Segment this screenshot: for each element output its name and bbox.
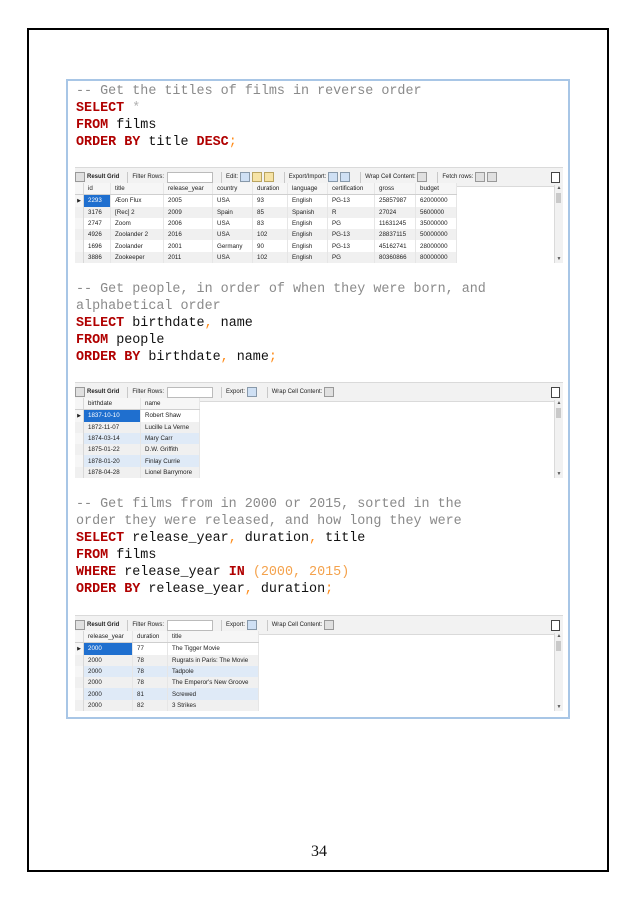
row-marker	[75, 655, 84, 666]
table-cell[interactable]: 4926	[84, 229, 111, 240]
column-header[interactable]: name	[141, 398, 200, 410]
column-header[interactable]: country	[213, 183, 253, 195]
scroll-thumb[interactable]	[556, 641, 561, 651]
delete-row-icon[interactable]	[264, 172, 274, 182]
result-grid-tab[interactable]: Result Grid	[75, 387, 119, 397]
row-marker	[75, 688, 84, 699]
result-grid-tab[interactable]: Result Grid	[75, 172, 119, 182]
column-header[interactable]: certification	[328, 183, 375, 195]
table-cell[interactable]: 25857987	[375, 195, 416, 207]
table-cell[interactable]: Zoom	[111, 218, 164, 229]
table-cell[interactable]: Lionel Barrymore	[141, 467, 200, 478]
filter-rows-input[interactable]	[167, 620, 213, 631]
row-marker	[75, 240, 84, 251]
sql-token: -- Get films from in 2000 or 2015, sorted in the	[76, 497, 462, 512]
table-cell[interactable]: 2011	[164, 252, 213, 263]
table-cell[interactable]: 77	[133, 643, 168, 655]
table-cell[interactable]: 3176	[84, 207, 111, 218]
sql-token: title	[317, 531, 366, 546]
scroll-down-icon[interactable]: ▼	[556, 471, 562, 477]
toolbar-separator	[127, 620, 128, 631]
filter-rows-input[interactable]	[167, 172, 213, 183]
fetch-all-icon[interactable]	[487, 172, 497, 182]
export-icon[interactable]	[247, 387, 257, 397]
sql-token: ORDER BY	[76, 582, 141, 597]
table-cell[interactable]: 62000000	[416, 195, 457, 207]
row-marker	[75, 433, 84, 444]
sql-token: release_year	[140, 582, 245, 597]
table-cell[interactable]: English	[288, 252, 328, 263]
sql-query-1	[76, 83, 422, 151]
table-cell[interactable]: PG	[328, 252, 375, 263]
row-marker	[75, 422, 84, 433]
table-cell[interactable]: 45162741	[375, 240, 416, 251]
table-cell[interactable]: PG-13	[328, 240, 375, 251]
table-cell[interactable]: Rugrats in Paris: The Movie	[168, 655, 259, 666]
sql-token: ORDER BY	[76, 350, 141, 365]
table-cell[interactable]: 78	[133, 655, 168, 666]
scroll-down-icon[interactable]: ▼	[556, 256, 562, 262]
grid-header-row	[75, 398, 200, 410]
import-icon[interactable]	[340, 172, 350, 182]
toggle-panel-icon[interactable]	[551, 620, 560, 631]
column-header[interactable]: budget	[416, 183, 457, 195]
sql-token: films	[108, 118, 157, 133]
table-cell[interactable]: D.W. Griffith	[141, 444, 200, 455]
sql-token: ,	[228, 531, 237, 546]
sql-token: ,	[204, 316, 213, 331]
table-cell[interactable]: USA	[213, 252, 253, 263]
grid-icon	[75, 620, 85, 630]
sql-token: alphabetical order	[76, 299, 221, 314]
sql-token: release_year	[124, 531, 229, 546]
table-cell[interactable]: 3886	[84, 252, 111, 263]
table-cell[interactable]: 2005	[164, 195, 213, 207]
row-marker	[75, 229, 84, 240]
table-cell[interactable]: Spanish	[288, 207, 328, 218]
table-row[interactable]	[75, 218, 457, 229]
table-row[interactable]	[75, 655, 259, 666]
table-cell[interactable]: 1878-04-28	[84, 467, 141, 478]
table-cell[interactable]: 93	[253, 195, 288, 207]
table-cell[interactable]: 82	[133, 700, 168, 711]
scroll-thumb[interactable]	[556, 408, 561, 418]
table-cell[interactable]: 2293	[84, 195, 111, 207]
result-grid-tab[interactable]: Result Grid	[75, 620, 119, 630]
export-import-group: Export/Import:	[289, 172, 352, 182]
table-cell[interactable]: Æon Flux	[111, 195, 164, 207]
row-marker-header	[75, 183, 84, 195]
row-marker	[75, 455, 84, 466]
export-group: Export:	[226, 620, 259, 630]
sql-token: SELECT	[76, 101, 125, 116]
sql-token: ;	[228, 135, 237, 150]
row-marker	[75, 700, 84, 711]
sql-token: -- Get people, in order of when they were born, and	[76, 282, 486, 297]
sql-token: ,	[220, 350, 229, 365]
table-row[interactable]	[75, 688, 259, 699]
row-marker	[75, 252, 84, 263]
toolbar-separator	[267, 387, 268, 398]
table-row[interactable]	[75, 422, 200, 433]
table-cell[interactable]: PG-13	[328, 229, 375, 240]
table-cell[interactable]: 81	[133, 688, 168, 699]
table-row[interactable]	[75, 444, 200, 455]
table-cell[interactable]: R	[328, 207, 375, 218]
table-cell[interactable]: English	[288, 240, 328, 251]
table-cell[interactable]: 1874-03-14	[84, 433, 141, 444]
table-row[interactable]	[75, 229, 457, 240]
toolbar-separator	[267, 620, 268, 631]
table-cell[interactable]: Screwed	[168, 688, 259, 699]
toolbar-separator	[221, 387, 222, 398]
edit-row-icon[interactable]	[240, 172, 250, 182]
toolbar-separator	[221, 172, 222, 183]
sql-token	[245, 565, 253, 580]
grid-header-row	[75, 631, 259, 643]
wrap-icon[interactable]	[324, 620, 334, 630]
current-row-arrow-icon: ▶	[75, 410, 84, 422]
table-cell[interactable]: 2006	[164, 218, 213, 229]
sql-token: ,	[244, 582, 253, 597]
sql-token: release_year	[116, 565, 229, 580]
table-cell[interactable]: 50000000	[416, 229, 457, 240]
filter-rows: Filter Rows:	[132, 172, 213, 183]
table-cell[interactable]: 78	[133, 677, 168, 688]
sql-token: *	[132, 101, 141, 116]
toolbar-separator	[127, 387, 128, 398]
wrap-cell-content: Wrap Cell Content:	[272, 620, 336, 630]
sql-token: SELECT	[76, 316, 125, 331]
sql-token: ,	[309, 531, 318, 546]
scroll-up-icon[interactable]: ▲	[556, 400, 562, 406]
table-cell[interactable]: 2000	[84, 655, 133, 666]
column-header[interactable]: title	[111, 183, 164, 195]
scrollbar-2[interactable]	[554, 400, 563, 478]
table-cell[interactable]: 80360866	[375, 252, 416, 263]
fetch-rows: Fetch rows:	[442, 172, 499, 182]
row-marker	[75, 677, 84, 688]
table-cell[interactable]: Zoolander	[111, 240, 164, 251]
table-cell[interactable]: 2000	[84, 643, 133, 655]
table-cell[interactable]: 2747	[84, 218, 111, 229]
sql-token: people	[108, 333, 165, 348]
sql-token: FROM	[76, 548, 109, 563]
toolbar-separator	[437, 172, 438, 183]
table-cell[interactable]: [Rec] 2	[111, 207, 164, 218]
table-cell[interactable]: English	[288, 229, 328, 240]
column-header[interactable]: id	[84, 183, 111, 195]
scroll-down-icon[interactable]: ▼	[556, 704, 562, 710]
table-cell[interactable]: 2000	[84, 677, 133, 688]
export-icon[interactable]	[247, 620, 257, 630]
table-cell[interactable]: Finlay Currie	[141, 455, 200, 466]
current-row-arrow-icon: ▶	[75, 195, 84, 207]
column-header[interactable]: release_year	[84, 631, 133, 643]
export-group: Export:	[226, 387, 259, 397]
row-marker	[75, 666, 84, 677]
toggle-panel-icon[interactable]	[551, 172, 560, 183]
table-cell[interactable]: 11631245	[375, 218, 416, 229]
table-cell[interactable]: Germany	[213, 240, 253, 251]
result-grid-2	[75, 398, 200, 478]
wrap-cell-content: Wrap Cell Content:	[365, 172, 429, 182]
column-header[interactable]: duration	[133, 631, 168, 643]
table-cell[interactable]: 1875-01-22	[84, 444, 141, 455]
toolbar-separator	[127, 172, 128, 183]
toolbar-separator	[360, 172, 361, 183]
column-header[interactable]: title	[168, 631, 259, 643]
toolbar-separator	[284, 172, 285, 183]
wrap-icon[interactable]	[417, 172, 427, 182]
sql-token: name	[228, 350, 269, 365]
table-cell[interactable]: USA	[213, 195, 253, 207]
sql-token: name	[212, 316, 253, 331]
table-cell[interactable]: 78	[133, 666, 168, 677]
table-cell[interactable]: 80000000	[416, 252, 457, 263]
sql-token: ;	[325, 582, 334, 597]
table-cell[interactable]: 1872-11-07	[84, 422, 141, 433]
column-header[interactable]: birthdate	[84, 398, 141, 410]
sql-query-2	[76, 281, 486, 366]
table-cell[interactable]: Mary Carr	[141, 433, 200, 444]
table-row[interactable]	[75, 433, 200, 444]
scroll-up-icon[interactable]: ▲	[556, 185, 562, 191]
column-header[interactable]: gross	[375, 183, 416, 195]
table-cell[interactable]: 3 Strikes	[168, 700, 259, 711]
sql-token: (2000, 2015)	[252, 565, 350, 580]
row-marker-header	[75, 631, 84, 643]
table-cell[interactable]: 2009	[164, 207, 213, 218]
sql-token: FROM	[76, 118, 109, 133]
filter-rows: Filter Rows:	[132, 620, 213, 631]
table-cell[interactable]: Lucille La Verne	[141, 422, 200, 433]
table-cell[interactable]: The Emperor's New Groove	[168, 677, 259, 688]
row-marker	[75, 467, 84, 478]
table-cell[interactable]: 27024	[375, 207, 416, 218]
table-cell[interactable]: 2000	[84, 688, 133, 699]
table-cell[interactable]: 1878-01-20	[84, 455, 141, 466]
filter-rows-input[interactable]	[167, 387, 213, 398]
table-cell[interactable]: 28000000	[416, 240, 457, 251]
table-cell[interactable]: 2000	[84, 700, 133, 711]
table-cell[interactable]: English	[288, 195, 328, 207]
table-row[interactable]	[75, 240, 457, 251]
sql-token: title	[140, 135, 197, 150]
export-icon[interactable]	[328, 172, 338, 182]
sql-token: duration	[236, 531, 310, 546]
sql-token: films	[108, 548, 157, 563]
table-cell[interactable]: Zookeeper	[111, 252, 164, 263]
toggle-panel-icon[interactable]	[551, 387, 560, 398]
column-header[interactable]: duration	[253, 183, 288, 195]
table-cell[interactable]: USA	[213, 229, 253, 240]
table-row[interactable]	[75, 643, 259, 655]
row-marker	[75, 444, 84, 455]
table-cell[interactable]: English	[288, 218, 328, 229]
table-cell[interactable]: 90	[253, 240, 288, 251]
wrap-cell-content: Wrap Cell Content:	[272, 387, 336, 397]
filter-rows: Filter Rows:	[132, 387, 213, 398]
table-cell[interactable]: The Tigger Movie	[168, 643, 259, 655]
table-cell[interactable]: 28837115	[375, 229, 416, 240]
table-row[interactable]	[75, 677, 259, 688]
table-row[interactable]	[75, 455, 200, 466]
grid-icon	[75, 172, 85, 182]
sql-token: -- Get the titles of films in reverse order	[76, 84, 422, 99]
table-cell[interactable]: 2000	[84, 666, 133, 677]
sql-token: ;	[268, 350, 277, 365]
result-grid-3	[75, 631, 259, 711]
edit-group: Edit:	[226, 172, 276, 182]
sql-token: birthdate	[140, 350, 221, 365]
grid-header-row	[75, 183, 457, 195]
table-row[interactable]	[75, 410, 200, 422]
column-header[interactable]: release_year	[164, 183, 213, 195]
row-marker	[75, 207, 84, 218]
row-marker-header	[75, 398, 84, 410]
scrollbar-1[interactable]	[554, 185, 563, 263]
wrap-icon[interactable]	[324, 387, 334, 397]
scroll-thumb[interactable]	[556, 193, 561, 203]
table-cell[interactable]: 35000000	[416, 218, 457, 229]
sql-token: WHERE	[76, 565, 117, 580]
table-cell[interactable]: 2016	[164, 229, 213, 240]
sql-token: order they were released, and how long they were	[76, 514, 462, 529]
sql-query-3	[76, 496, 462, 598]
column-header[interactable]: language	[288, 183, 328, 195]
table-cell[interactable]: 102	[253, 229, 288, 240]
table-cell[interactable]: 1837-10-10	[84, 410, 141, 422]
table-row[interactable]	[75, 467, 200, 478]
table-cell[interactable]: 2001	[164, 240, 213, 251]
sql-token: DESC	[196, 135, 229, 150]
current-row-arrow-icon: ▶	[75, 643, 84, 655]
table-row[interactable]	[75, 252, 457, 263]
fetch-next-icon[interactable]	[475, 172, 485, 182]
table-cell[interactable]: Robert Shaw	[141, 410, 200, 422]
scrollbar-3[interactable]	[554, 633, 563, 711]
table-cell[interactable]: 1696	[84, 240, 111, 251]
sql-token: FROM	[76, 333, 109, 348]
table-cell[interactable]: PG-13	[328, 195, 375, 207]
table-cell[interactable]: PG	[328, 218, 375, 229]
sql-token: birthdate	[124, 316, 205, 331]
table-row[interactable]	[75, 700, 259, 711]
scroll-up-icon[interactable]: ▲	[556, 633, 562, 639]
table-cell[interactable]: 5600000	[416, 207, 457, 218]
sql-token: ORDER BY	[76, 135, 141, 150]
table-cell[interactable]: 85	[253, 207, 288, 218]
result-grid-1	[75, 183, 457, 263]
toolbar-separator	[221, 620, 222, 631]
page-number: 34	[311, 843, 327, 860]
table-cell[interactable]: 102	[253, 252, 288, 263]
add-row-icon[interactable]	[252, 172, 262, 182]
table-row[interactable]	[75, 207, 457, 218]
table-cell[interactable]: Tadpole	[168, 666, 259, 677]
sql-token: IN	[228, 565, 245, 580]
table-row[interactable]	[75, 195, 457, 207]
row-marker	[75, 218, 84, 229]
table-cell[interactable]: 83	[253, 218, 288, 229]
table-cell[interactable]: Spain	[213, 207, 253, 218]
table-row[interactable]	[75, 666, 259, 677]
grid-icon	[75, 387, 85, 397]
table-cell[interactable]: USA	[213, 218, 253, 229]
sql-token: duration	[252, 582, 326, 597]
table-cell[interactable]: Zoolander 2	[111, 229, 164, 240]
sql-token: SELECT	[76, 531, 125, 546]
